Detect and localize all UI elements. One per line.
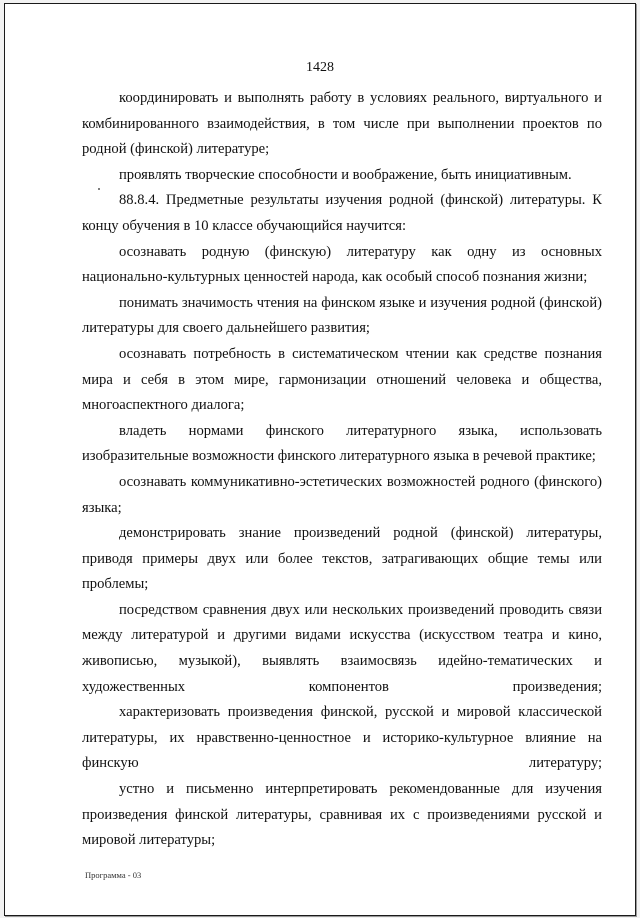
page-number: 1428 bbox=[306, 60, 334, 75]
document-page bbox=[4, 3, 636, 916]
paragraph: устно и письменно интерпретировать рекомендованные для изучения произведения финской литературы, сравнивая их с произведениями русской и мировой литературы; bbox=[82, 781, 602, 849]
paragraph: характеризовать произведения финской, русской и мировой классической литературы, их нравственно-ценностное и историко-культурное влияние на финскую литературу; bbox=[82, 704, 602, 772]
paragraph: проявлять творческие способности и воображение, быть инициативным. bbox=[119, 166, 572, 183]
paragraph: 88.8.4. Предметные результаты изучения родной (финской) литературы. К концу обучения в 10 классе обучающийся научится: bbox=[82, 192, 602, 234]
paragraph: демонстрировать знание произведений родной (финской) литературы, приводя примеры двух или более текстов, затрагивающих общие темы или проблемы; bbox=[82, 525, 602, 593]
paragraph: осознавать родную (финскую) литературу как одну из основных национально-культурных ценностей народа, как особый способ познания жизни; bbox=[82, 243, 602, 286]
paragraph: осознавать коммуникативно-эстетических возможностей родного (финского) языка; bbox=[82, 473, 602, 516]
footer-label: Программа - 03 bbox=[85, 870, 142, 880]
paragraph: координировать и выполнять работу в условиях реального, виртуального и комбинированного взаимодействия, в том числе при выполнении проектов по родной (финской) литературе; bbox=[82, 90, 602, 158]
document-body bbox=[82, 86, 602, 854]
paragraph: осознавать потребность в систематическом чтении как средстве познания мира и себя в этом мире, гармонизации отношений человека и общества, многоаспектного диалога; bbox=[82, 345, 602, 414]
paragraph: посредством сравнения двух или нескольких произведений проводить связи между литературой и другими видами искусства (искусством театра и кино, живописью, музыкой), выявлять взаимосвязь идейно-тематических и художественных компонентов произведения; bbox=[82, 601, 602, 695]
paragraph: понимать значимость чтения на финском языке и изучения родной (финской) литературы для своего дальнейшего развития; bbox=[82, 294, 602, 337]
paragraph: владеть нормами финского литературного языка, использовать изобразительные возможности финского литературного языка в речевой практике; bbox=[82, 422, 602, 465]
